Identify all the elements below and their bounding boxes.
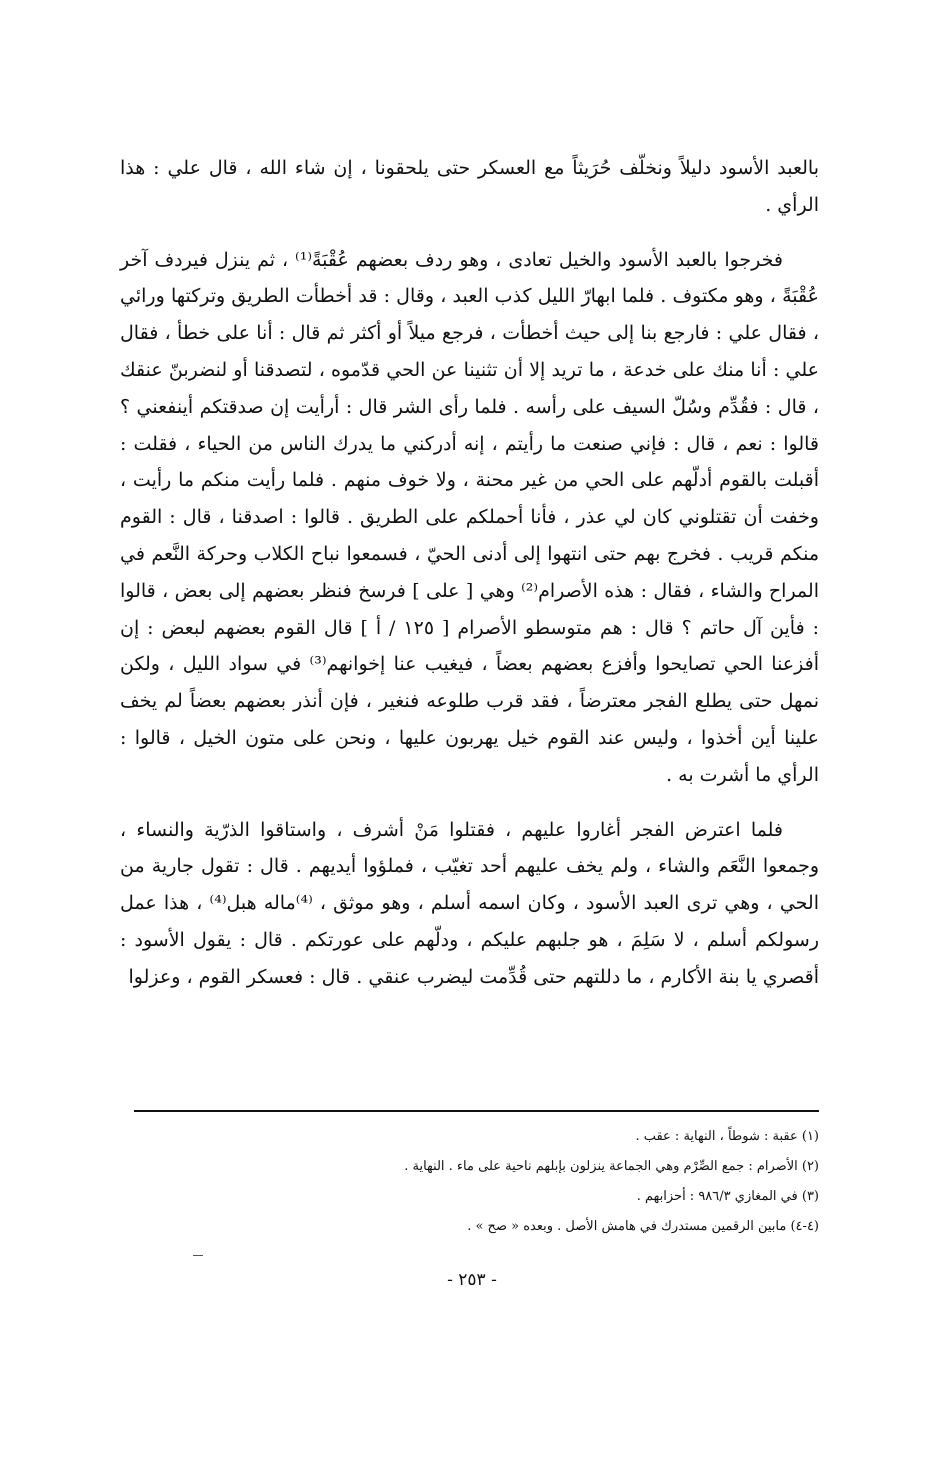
footnote-divider: [134, 1110, 819, 1112]
paragraph-continuation: بالعبد الأسود دليلاً ونخلّف حُرَيثاً مع العسكر حتى يلحقونا ، إن شاء الله ، قال علي : هذا الرأي .: [120, 157, 819, 216]
paragraph-3: فلما اعترض الفجر أغاروا عليهم ، فقتلوا مَنْ أشرف ، واستاقوا الذرّية والنساء ، وجمعوا النَّعَم والشاء ، ولم يخف عليهم أحد تغيّب ، فملؤوا أيديهم . قال : تقول جارية من الحي ، وهي ترى العبد الأسود ، وكان اسمه أسلم ، وهو موثق ، ⁽⁴⁾ماله هبل⁽⁴⁾ ، هذا عمل رسولكم أسلم ، لا سَلِمَ ، هو جلبهم عليكم ، ودلّهم على عورتكم . قال : يقول الأسود : أقصري يا بنة الأكارم ، ما دللتهم حتى قُدِّمت ليضرب عنقي . قال : فعسكر القوم ، وعزلوا: [120, 818, 820, 988]
scan-mark: [193, 1255, 203, 1256]
paragraph-2: فخرجوا بالعبد الأسود والخيل تعادى ، وهو ردف بعضهم عُقْبَةً⁽¹⁾ ، ثم ينزل فيردف آخر عُقْبَةً ، وهو مكتوف . فلما ابهارّ الليل كذب العبد ، وقال : قد أخطأت الطريق وتركتها ورائي ، فقال علي : فارجع بنا إلى حيث أخطأت ، فرجع ميلاً أو أكثر ثم قال : أنا على خطأ ، فقال علي : أنا منك على خدعة ، ما تريد إلا أن تثنينا عن الحي قدّموه ، لتصدقنا أو لنضربنّ عنقك ، قال : فقُدِّم وسُلّ السيف على رأسه . فلما رأى الشر قال : أرأيت إن صدقتكم أينفعني ؟ قالوا : نعم ، قال : فإني صنعت ما رأيتم ، إنه أدركني ما يدرك الناس من الحياء ، فقلت : أقبلت بالقوم أدلّهم على الحي من غير محنة ، ولا خوف منهم . فلما رأيت منكم ما رأيت ، وخفت أن تقتلوني كان لي عذر ، فأنا أحملكم على الطريق . قالوا : اصدقنا ، قال : القوم منكم قريب . فخرج بهم حتى انتهوا إلى أدنى الحيّ ، فسمعوا نباح الكلاب وحركة النَّعم في المراح والشاء ، فقال : هذه الأصرام⁽²⁾ وهي [ على ] فرسخ فنظر بعضهم إلى بعض ، قالوا : فأين آل حاتم ؟ قال : هم متوسطو الأصرام [ ١٢٥ / أ ] قال القوم بعضهم لبعض : إن أفزعنا الحي تصايحوا وأفزع بعضهم بعضاً ، فيغيب عنا إخوانهم⁽³⁾ في سواد الليل ، ولكن نمهل حتى يطلع الفجر معترضاً ، فقد قرب طلوعه فنغير ، فإن أنذر بعضهم بعضاً لم يخف علينا أين أخذوا ، وليس عند القوم خيل يهربون عليها ، ونحن على متون الخيل ، قالوا : الرأي ما أشرت به .: [120, 248, 819, 786]
footnote-1: (١) عقبة : شوطاً ، النهاية : عقب .: [635, 1129, 819, 1144]
footnote-4: (٤-٤) مابين الرقمين مستدرك في هامش الأصل . وبعده « صح » .: [467, 1219, 819, 1234]
footnote-3: (٣) في المغازي ٩٨٦/٣ : أحزابهم .: [636, 1189, 819, 1204]
page-number: - ٢٥٣ -: [447, 1270, 497, 1290]
main-text: [120, 150, 819, 996]
footnotes: [150, 1122, 819, 1242]
footnote-2: (٢) الأصرام : جمع الصِّرْم وهي الجماعة ينزلون بإبلهم ناحية على ماء . النهاية .: [404, 1159, 819, 1174]
